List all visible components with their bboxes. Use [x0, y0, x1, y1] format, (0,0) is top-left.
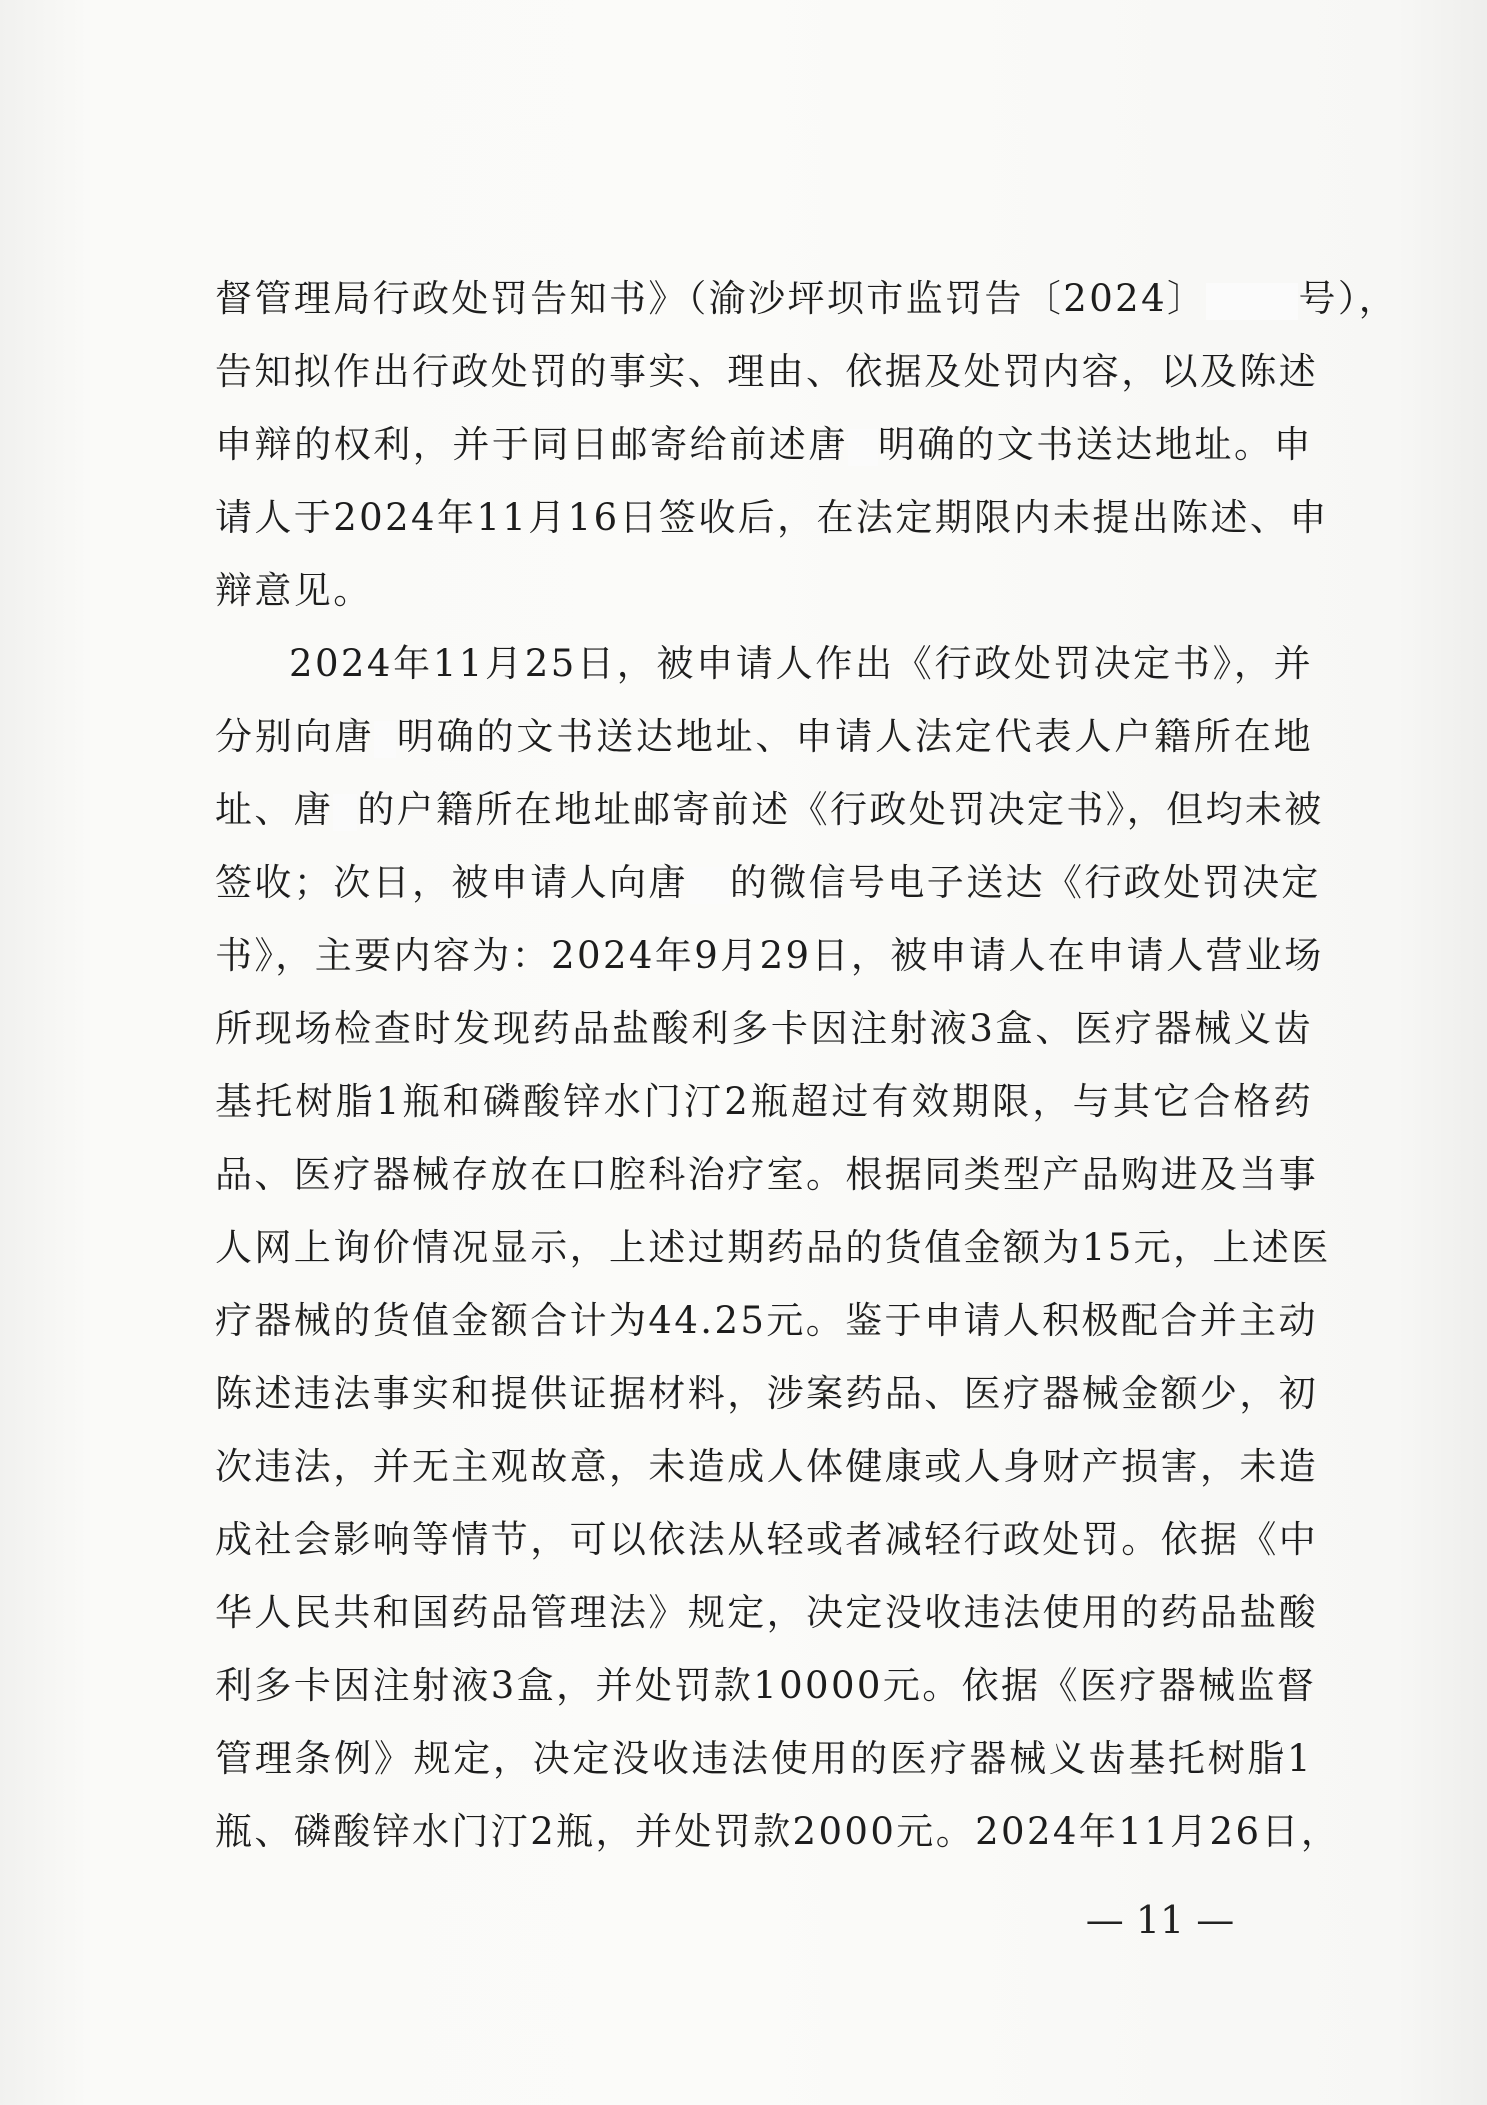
text-line	[215, 262, 1399, 335]
text-line	[215, 1138, 1319, 1211]
text-segment: 次违法，并无主观故意，未造成人体健康或人身财产损害，未造	[215, 1445, 1319, 1488]
text-segment: 告知拟作出行政处罚的事实、理由、依据及处罚内容，以及陈述	[215, 350, 1319, 393]
text-line	[215, 773, 1324, 846]
text-segment: 2024年11月25日，被申请人作出《行政处罚决定书》，并	[289, 642, 1313, 685]
text-segment: 华人民共和国药品管理法》规定，决定没收违法使用的药品盐酸	[215, 1591, 1319, 1634]
text-segment: 申辩的权利，并于同日邮寄给前述唐	[215, 423, 848, 466]
text-line	[215, 627, 1313, 700]
text-segment: 瓶、磷酸锌水门汀2瓶，并处罚款2000元。2024年11月26日，	[215, 1810, 1341, 1853]
text-line	[215, 1284, 1318, 1357]
text-segment: 利多卡因注射液3盒，并处罚款10000元。依据《医疗器械监督	[215, 1664, 1317, 1707]
text-line	[215, 1576, 1319, 1649]
text-segment: 陈述违法事实和提供证据材料，涉案药品、医疗器械金额少，初	[215, 1372, 1319, 1415]
text-segment: 基托树脂1瓶和磷酸锌水门汀2瓶超过有效期限，与其它合格药	[215, 1080, 1313, 1123]
text-line	[215, 700, 1313, 773]
redaction-box	[333, 794, 357, 831]
text-segment: 分别向唐	[215, 715, 375, 758]
text-segment: 管理条例》规定，决定没收违法使用的医疗器械义齿基托树脂1	[215, 1737, 1313, 1780]
text-segment: 的微信号电子送达《行政处罚决定	[729, 861, 1321, 904]
text-line	[215, 919, 1324, 992]
text-line	[215, 1722, 1313, 1795]
text-line	[215, 1211, 1331, 1284]
text-segment: 签收；次日，被申请人向唐	[215, 861, 688, 904]
text-line	[215, 846, 1321, 919]
text-segment: 品、医疗器械存放在口腔科治疗室。根据同类型产品购进及当事	[215, 1153, 1319, 1196]
text-line	[215, 1503, 1319, 1576]
text-line	[215, 1649, 1317, 1722]
text-line	[215, 554, 1313, 627]
text-segment: 书》，主要内容为：2024年9月29日，被申请人在申请人营业场	[215, 934, 1324, 977]
redaction-box	[688, 867, 730, 904]
text-segment: 址、唐	[215, 788, 334, 831]
text-segment: 所现场检查时发现药品盐酸利多卡因注射液3盒、医疗器械义齿	[215, 1007, 1313, 1050]
text-segment: 成社会影响等情节，可以依法从轻或者减轻行政处罚。依据《中	[215, 1518, 1319, 1561]
text-line	[215, 1357, 1319, 1430]
text-line	[215, 481, 1329, 554]
text-segment: 人网上询价情况显示，上述过期药品的货值金额为15元，上述医	[215, 1226, 1331, 1269]
redaction-box	[1206, 283, 1298, 320]
text-segment: 号），	[1298, 277, 1399, 320]
text-segment: 明确的文书送达地址。申	[877, 423, 1313, 466]
text-line	[215, 1065, 1313, 1138]
text-segment: 请人于2024年11月16日签收后，在法定期限内未提出陈述、申	[215, 496, 1329, 539]
text-line	[215, 1795, 1341, 1868]
text-segment: 的户籍所在地址邮寄前述《行政处罚决定书》，但均未被	[357, 788, 1324, 831]
body-text	[215, 262, 1399, 1868]
text-segment: 明确的文书送达地址、申请人法定代表人户籍所在地	[396, 715, 1313, 758]
redaction-box	[848, 429, 878, 466]
text-line	[215, 335, 1319, 408]
text-line	[215, 992, 1313, 1065]
text-segment: 督管理局行政处罚告知书》（渝沙坪坝市监罚告〔2024〕	[215, 277, 1207, 320]
page-number: — 11 —	[1085, 1898, 1235, 1942]
text-segment: 辩意见。	[215, 569, 373, 612]
text-line	[215, 1430, 1319, 1503]
redaction-box	[374, 721, 396, 758]
text-line	[215, 408, 1313, 481]
text-segment: 疗器械的货值金额合计为44.25元。鉴于申请人积极配合并主动	[215, 1299, 1318, 1342]
